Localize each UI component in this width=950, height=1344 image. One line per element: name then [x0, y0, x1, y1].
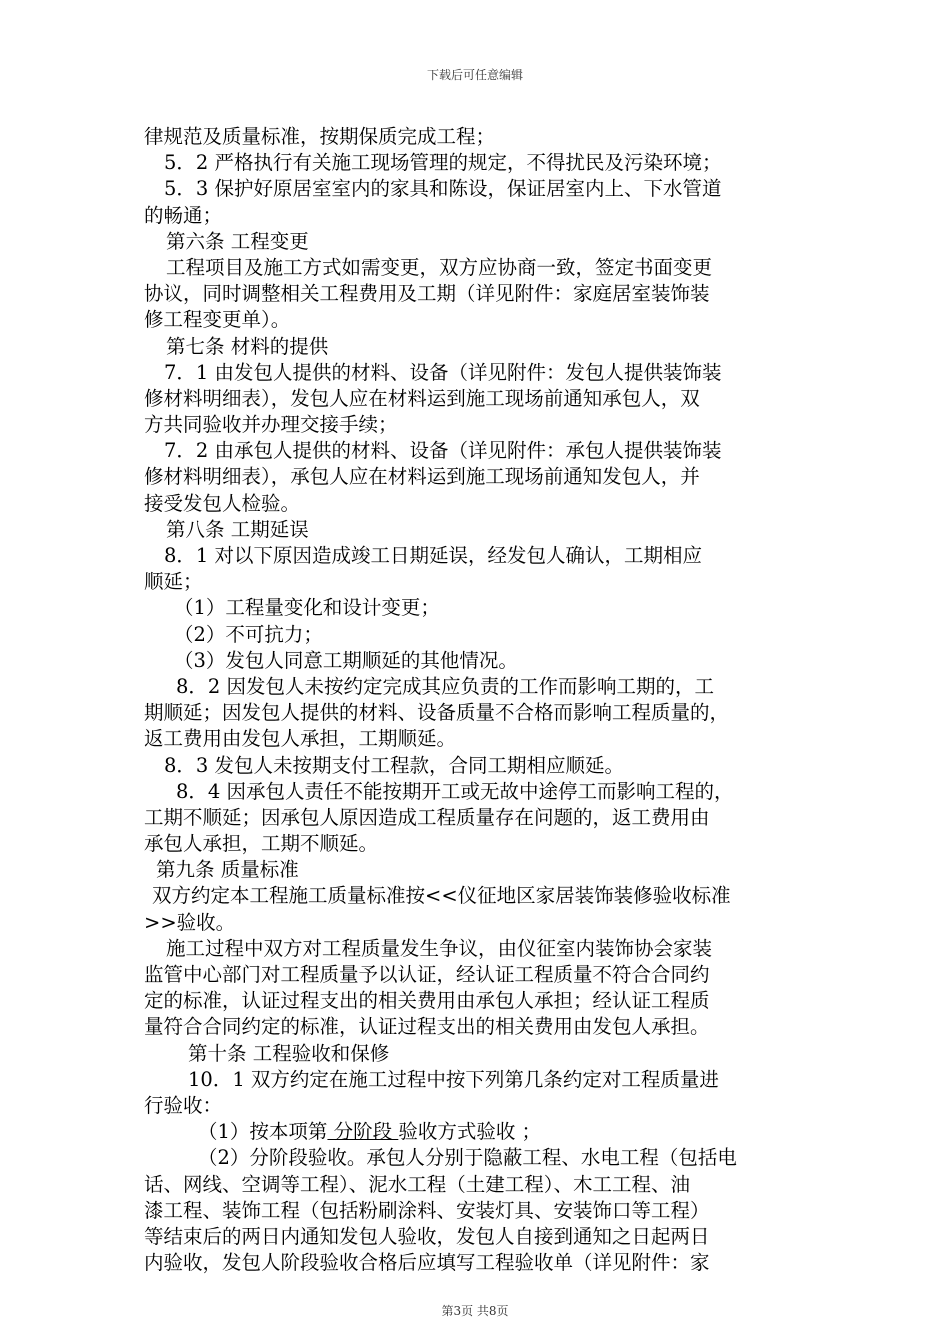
text-line — [144, 962, 816, 988]
text-line — [144, 569, 816, 595]
text-line — [144, 910, 816, 936]
line-text: 第六条 工程变更 — [166, 229, 309, 253]
text-line — [144, 1041, 816, 1067]
line-text: 律规范及质量标准，按期保质完成工程； — [144, 125, 496, 148]
text-line — [144, 124, 816, 150]
text-line — [144, 386, 816, 412]
text-line — [144, 255, 816, 281]
text-line — [144, 176, 816, 202]
text-line — [144, 595, 816, 621]
text-line — [144, 831, 816, 857]
line-text: 8．4 因承包人责任不能按期开工或无故中途停工而影响工程的， — [176, 779, 734, 803]
line-text: （3）发包人同意工期顺延的其他情况。 — [174, 648, 518, 672]
text-line — [144, 412, 816, 438]
line-text: 工期不顺延；因承包人原因造成工程质量存在问题的，返工费用由 — [144, 805, 710, 829]
line-text: 第十条 工程验收和保修 — [188, 1041, 390, 1065]
line-text: 工程项目及施工方式如需变更，双方应协商一致，签定书面变更 — [166, 255, 713, 279]
text-line — [144, 753, 816, 779]
text-line — [144, 438, 816, 464]
line-text: （2）不可抗力； — [174, 622, 323, 646]
line-text: 顺延； — [144, 570, 203, 594]
line-text: 7．2 由承包人提供的材料、设备（详见附件：承包人提供装饰装 — [164, 439, 722, 463]
text-line — [144, 936, 816, 962]
line-text: 修工程变更单）。 — [144, 308, 291, 332]
page-header: 下载后可任意编辑 — [426, 68, 523, 82]
text-line — [144, 1198, 816, 1224]
text-line — [144, 1014, 816, 1040]
text-line — [144, 805, 816, 831]
text-line — [144, 360, 816, 386]
text-line — [144, 883, 816, 909]
document-body — [144, 124, 816, 1276]
line-text: 监管中心部门对工程质量予以认证，经认证工程质量不符合合同约 — [144, 963, 710, 986]
text-line — [144, 700, 816, 726]
line-text: 返工费用由发包人承担，工期顺延。 — [144, 727, 457, 751]
line-text: 内验收，发包人阶段验收合格后应填写工程验收单（详见附件：家 — [144, 1251, 710, 1275]
line-text: （1）按本项第 — [198, 1120, 328, 1144]
line-text: （2）分阶段验收。承包人分别于隐蔽工程、水电工程（包括电 — [198, 1146, 737, 1170]
line-text: 5．3 保护好原居室室内的家具和陈设，保证居室内上、下水管道 — [164, 177, 722, 201]
line-text: 施工过程中双方对工程质量发生争议，由仪征室内装饰协会家装 — [166, 936, 713, 960]
line-text: 的畅通； — [144, 203, 223, 227]
line-text: 双方约定本工程施工质量标准按<<仪征地区家居装饰装修验收标准 — [152, 884, 731, 908]
text-line — [144, 674, 816, 700]
text-line — [144, 648, 816, 674]
text-line — [144, 281, 816, 307]
line-text: 第九条 质量标准 — [156, 858, 299, 882]
line-text: 8．1 对以下原因造成竣工日期延误，经发包人确认，工期相应 — [164, 544, 703, 567]
line-text: 8．3 发包人未按期支付工程款，合同工期相应顺延。 — [164, 753, 625, 777]
text-line — [144, 1145, 816, 1171]
line-text: 等结束后的两日内通知发包人验收，发包人自接到通知之日起两日 — [144, 1224, 710, 1248]
line-text: 行验收： — [144, 1093, 223, 1117]
text-line — [144, 464, 816, 490]
line-text: 定的标准，认证过程支出的相关费用由承包人承担；经认证工程质 — [144, 989, 710, 1013]
text-line — [144, 150, 816, 176]
line-text: （1）工程量变化和设计变更； — [174, 596, 440, 620]
text-line — [144, 1172, 816, 1198]
text-line — [144, 491, 816, 517]
line-text: 接受发包人检验。 — [144, 491, 301, 515]
text-line — [144, 1250, 816, 1276]
line-text: 漆工程、装饰工程（包括粉刷涂料、安装灯具、安装饰口等工程） — [144, 1198, 710, 1222]
line-text: 10．1 双方约定在施工过程中按下列第几条约定对工程质量进 — [188, 1067, 719, 1091]
text-line — [144, 1224, 816, 1250]
text-line — [144, 517, 816, 543]
text-line — [144, 857, 816, 883]
line-text: 8．2 因发包人未按约定完成其应负责的工作而影响工期的，工 — [176, 674, 715, 698]
text-line — [144, 1119, 816, 1145]
text-line — [144, 203, 816, 229]
line-text: 第七条 材料的提供 — [166, 334, 329, 358]
line-text: 修材料明细表），承包人应在材料运到施工现场前通知发包人，并 — [144, 465, 700, 489]
line-text: 量符合合同约定的标准，认证过程支出的相关费用由发包人承担。 — [144, 1015, 710, 1039]
text-line — [144, 988, 816, 1014]
line-text: 协议，同时调整相关工程费用及工期（详见附件：家庭居室装饰装 — [144, 282, 710, 306]
line-text: 期顺延；因发包人提供的材料、设备质量不合格而影响工程质量的， — [144, 701, 730, 725]
line-text: 话、网线、空调等工程）、泥水工程（土建工程）、木工工程、油 — [144, 1172, 691, 1196]
line-text: 5．2 严格执行有关施工现场管理的规定，不得扰民及污染环境； — [164, 151, 722, 175]
text-line — [144, 307, 816, 333]
line-text: 验收方式验收 ； — [398, 1120, 542, 1144]
text-line — [144, 779, 816, 805]
line-text: 承包人承担，工期不顺延。 — [144, 832, 379, 856]
text-line — [144, 334, 816, 360]
line-text: 第八条 工期延误 — [166, 517, 309, 541]
text-line — [144, 622, 816, 648]
text-line — [144, 543, 816, 569]
underlined-fill-in: 分阶段 — [327, 1120, 399, 1144]
line-text: 7．1 由发包人提供的材料、设备（详见附件：发包人提供装饰装 — [164, 360, 722, 384]
page-footer: 第3页 共8页 — [441, 1304, 509, 1318]
text-line — [144, 1093, 816, 1119]
text-line — [144, 1067, 816, 1093]
text-line — [144, 229, 816, 255]
text-line — [144, 726, 816, 752]
line-text: 方共同验收并办理交接手续； — [144, 413, 398, 437]
line-text: 修材料明细表），发包人应在材料运到施工现场前通知承包人，双 — [144, 386, 700, 410]
line-text: >>验收。 — [144, 910, 236, 934]
